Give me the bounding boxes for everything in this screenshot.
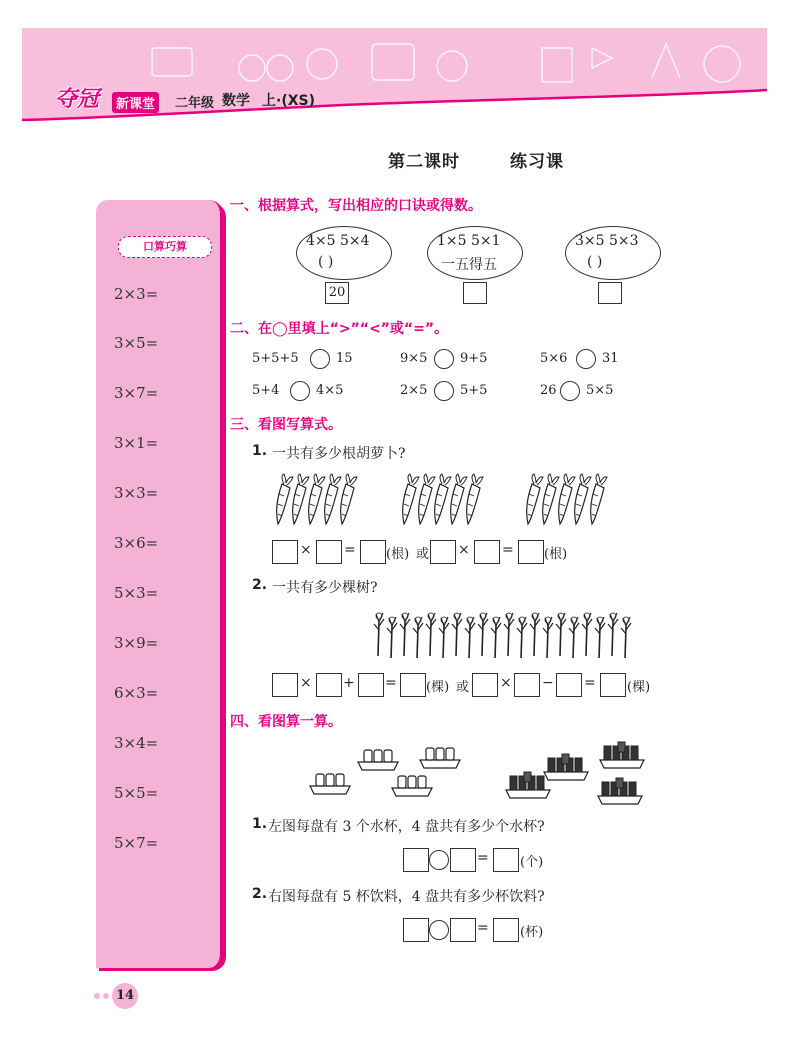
answer-box[interactable] [474, 540, 500, 564]
carrots-illustration [270, 470, 650, 526]
drill-item: 5×5= [114, 784, 159, 802]
compare-left: 5×6 [540, 351, 568, 366]
question-text: 右图每盘有 5 杯饮料，4 盘共有多少杯饮料? [268, 889, 545, 905]
answer-box[interactable] [358, 673, 384, 697]
compare-circle[interactable] [434, 381, 454, 401]
question-number: 2. [252, 886, 268, 902]
or-label: 或 [456, 680, 470, 695]
decor-dot [94, 993, 100, 999]
unit-label: (根) [544, 547, 568, 562]
compare-circle[interactable] [290, 381, 310, 401]
answer-box[interactable] [272, 673, 298, 697]
compare-circle[interactable] [434, 349, 454, 369]
compare-left: 26 [540, 383, 557, 398]
carrot-group [527, 474, 607, 524]
answer-box[interactable] [600, 673, 626, 697]
answer-box[interactable] [272, 540, 298, 564]
oval-answer: ( ) [587, 254, 603, 270]
compare-left: 5+4 [252, 383, 280, 398]
oval-expression: 4×5 5×4 [306, 233, 370, 249]
page-number: 14 [112, 983, 138, 1009]
answer-box[interactable] [450, 918, 476, 942]
times-sign: × [458, 542, 470, 558]
drill-item: 3×6= [114, 534, 159, 552]
answer-box[interactable] [450, 848, 476, 872]
tree-row [374, 613, 631, 658]
unit-label: (根) [386, 547, 410, 562]
equals-sign: = [385, 675, 397, 691]
section-1-heading: 一、根据算式，写出相应的口诀或得数。 [230, 198, 482, 214]
unit-label: (棵) [627, 680, 651, 695]
section-2-heading: 二、在◯里填上“>”“<”或“=”。 [230, 321, 449, 337]
drill-item: 3×1= [114, 434, 159, 452]
cup-trays [310, 748, 460, 796]
compare-circle[interactable] [576, 349, 596, 369]
answer-box[interactable] [556, 673, 582, 697]
unit-label: (棵) [426, 680, 450, 695]
answer-box[interactable] [400, 673, 426, 697]
drill-item: 3×9= [114, 634, 159, 652]
plus-sign: + [343, 675, 355, 691]
equals-sign: = [477, 850, 489, 866]
equals-sign: = [584, 675, 596, 691]
operator-circle[interactable] [429, 920, 449, 940]
times-sign: × [500, 675, 512, 691]
grade-label: 二年级 [175, 96, 215, 111]
compare-circle[interactable] [560, 381, 580, 401]
lesson-type: 练习课 [510, 152, 564, 172]
result-box[interactable]: 20 [325, 282, 349, 304]
compare-right: 31 [602, 351, 619, 366]
trees-illustration [372, 606, 634, 658]
unit-label: (个) [520, 855, 544, 870]
answer-box[interactable] [493, 918, 519, 942]
compare-right: 5+5 [460, 383, 488, 398]
answer-box[interactable] [316, 540, 342, 564]
compare-left: 5+5+5 [252, 351, 299, 366]
result-box[interactable] [463, 282, 487, 304]
equals-sign: = [502, 542, 514, 558]
drill-item: 5×7= [114, 834, 159, 852]
decor-dot [103, 993, 109, 999]
answer-box[interactable] [403, 918, 429, 942]
oval-expression: 1×5 5×1 [437, 233, 501, 249]
times-sign: × [300, 675, 312, 691]
drill-item: 2×3= [114, 285, 159, 303]
compare-left: 9×5 [400, 351, 428, 366]
oval-expression: 3×5 5×3 [575, 233, 639, 249]
question-text: 一共有多少根胡萝卜? [272, 446, 406, 462]
section-4-heading: 四、看图算一算。 [230, 714, 342, 730]
drill-item: 3×3= [114, 484, 159, 502]
answer-box[interactable] [493, 848, 519, 872]
question-text: 一共有多少棵树? [272, 580, 378, 596]
minus-sign: − [542, 675, 554, 691]
sidebar-heading: 口算巧算 [118, 236, 212, 258]
drill-item: 5×3= [114, 584, 159, 602]
brand-badge: 新课堂 [112, 92, 159, 113]
logo-text: 夺冠 [55, 87, 100, 112]
answer-box[interactable] [360, 540, 386, 564]
question-number: 1. [252, 443, 268, 459]
compare-right: 5×5 [586, 383, 614, 398]
times-sign: × [300, 542, 312, 558]
equals-sign: = [477, 920, 489, 936]
carrot-group [277, 474, 357, 524]
answer-box[interactable] [316, 673, 342, 697]
or-label: 或 [416, 547, 430, 562]
operator-circle[interactable] [429, 850, 449, 870]
drink-trays [506, 742, 644, 804]
lesson-title: 第二课时 [388, 152, 460, 172]
drill-item: 3×4= [114, 734, 159, 752]
answer-box[interactable] [430, 540, 456, 564]
drill-item: 3×5= [114, 334, 159, 352]
result-box[interactable] [598, 282, 622, 304]
edition-label: 上·(XS) [262, 93, 315, 109]
unit-label: (杯) [520, 925, 544, 940]
compare-left: 2×5 [400, 383, 428, 398]
answer-box[interactable] [472, 673, 498, 697]
equals-sign: = [344, 542, 356, 558]
oval-answer: 一五得五 [441, 257, 497, 273]
carrot-group [403, 474, 483, 524]
oval-answer: ( ) [318, 254, 334, 270]
question-text: 左图每盘有 3 个水杯，4 盘共有多少个水杯? [268, 819, 545, 835]
compare-right: 4×5 [316, 383, 344, 398]
drill-item: 3×7= [114, 384, 159, 402]
question-number: 1. [252, 816, 268, 832]
answer-box[interactable] [403, 848, 429, 872]
question-number: 2. [252, 577, 268, 593]
compare-circle[interactable] [310, 349, 330, 369]
drill-item: 6×3= [114, 684, 159, 702]
answer-box[interactable] [518, 540, 544, 564]
answer-box[interactable] [514, 673, 540, 697]
section-3-heading: 三、看图写算式。 [230, 417, 342, 433]
subject-label: 数学 [222, 93, 250, 109]
compare-right: 9+5 [460, 351, 488, 366]
cups-and-drinks-illustration [300, 738, 660, 808]
compare-right: 15 [336, 351, 353, 366]
